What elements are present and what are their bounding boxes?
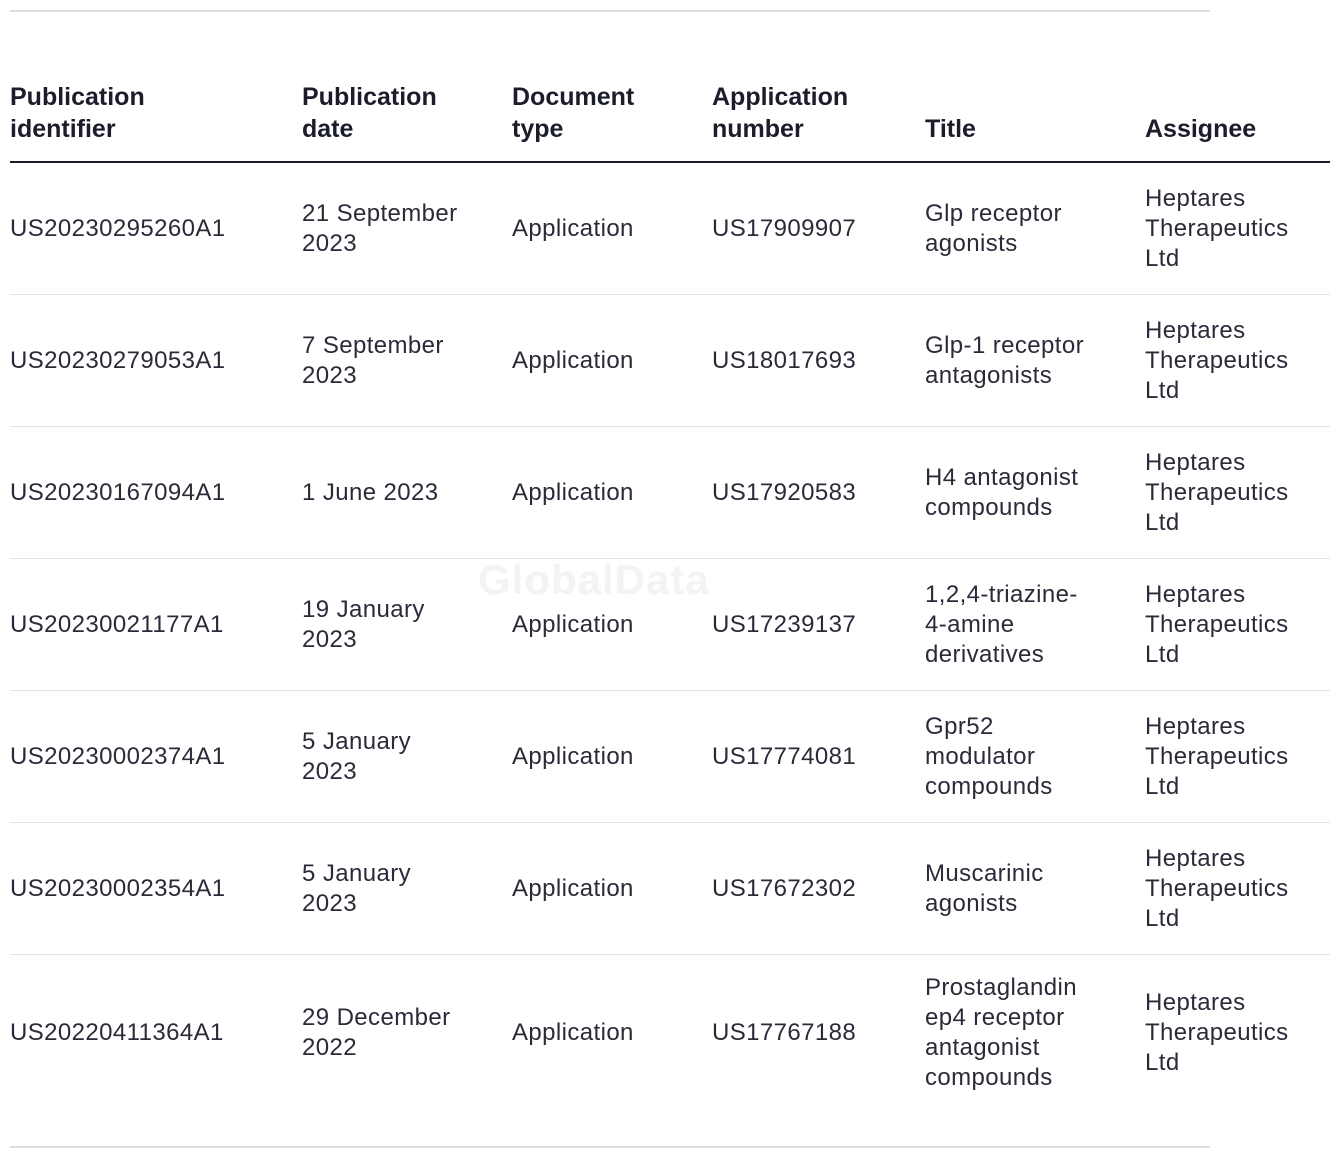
assignee-cell: Heptares Therapeutics Ltd <box>1145 295 1330 427</box>
publication-identifier-cell: US20230002354A1 <box>10 823 302 955</box>
document-type-cell: Application <box>512 295 712 427</box>
assignee-cell: Heptares Therapeutics Ltd <box>1145 559 1330 691</box>
title-cell: Glp receptor agonists <box>925 162 1145 295</box>
document-type-cell: Application <box>512 823 712 955</box>
table-row <box>10 427 1330 559</box>
title-cell: Gpr52 modulator compounds <box>925 691 1145 823</box>
publication-date-cell: 29 December 2022 <box>302 1004 451 1061</box>
column-header-title: Title <box>925 81 1145 162</box>
table-header-row <box>10 81 1330 162</box>
document-type-cell: Application <box>512 427 712 559</box>
table-row <box>10 691 1330 823</box>
column-header-assignee: Assignee <box>1145 81 1330 162</box>
publication-identifier-cell: US20230002374A1 <box>10 691 302 823</box>
publication-date-cell: 7 September 2023 <box>302 295 512 427</box>
application-number-cell: US17909907 <box>712 162 925 295</box>
publication-identifier-cell: US20220411364A1 <box>10 1019 224 1046</box>
table-row <box>10 955 1330 1112</box>
table-row <box>10 162 1330 295</box>
application-number-cell: US17672302 <box>712 823 925 955</box>
publication-date-cell: 21 September 2023 <box>302 162 512 295</box>
title-cell: Prostaglandin ep4 receptor antagonist compounds <box>925 974 1077 1091</box>
publication-identifier-cell: US20230167094A1 <box>10 427 302 559</box>
table-row <box>10 295 1330 427</box>
publication-date-cell: 19 January 2023 <box>302 559 512 691</box>
publication-date-cell: 5 January 2023 <box>302 823 512 955</box>
document-type-cell: Application <box>512 559 712 691</box>
column-header-publication-date: Publication date <box>302 81 512 162</box>
application-number-cell: US17239137 <box>712 559 925 691</box>
title-cell: Glp-1 receptor antagonists <box>925 295 1145 427</box>
watermark: GlobalData <box>478 556 710 603</box>
patents-table <box>10 81 1330 1111</box>
bottom-divider <box>10 1146 1210 1148</box>
table-row <box>10 823 1330 955</box>
column-header-publication-identifier: Publication identifier <box>10 81 302 162</box>
assignee-cell: Heptares Therapeutics Ltd <box>1145 823 1330 955</box>
title-cell: H4 antagonist compounds <box>925 427 1145 559</box>
title-cell: 1,2,4-triazine-4-amine derivatives <box>925 559 1145 691</box>
publication-identifier-cell: US20230021177A1 <box>10 559 302 691</box>
column-header-document-type: Document type <box>512 81 712 162</box>
application-number-cell: US18017693 <box>712 295 925 427</box>
assignee-cell: Heptares Therapeutics Ltd <box>1145 989 1289 1076</box>
publication-date-cell: 5 January 2023 <box>302 691 512 823</box>
assignee-cell: Heptares Therapeutics Ltd <box>1145 427 1330 559</box>
application-number-cell: US17774081 <box>712 691 925 823</box>
publication-identifier-cell: US20230279053A1 <box>10 295 302 427</box>
table-row <box>10 559 1330 691</box>
publication-date-cell: 1 June 2023 <box>302 427 512 559</box>
column-header-application-number: Application number <box>712 81 925 162</box>
document-type-cell: Application <box>512 1019 634 1046</box>
title-cell: Muscarinic agonists <box>925 823 1145 955</box>
application-number-cell: US17767188 <box>712 1019 857 1046</box>
publication-identifier-cell: US20230295260A1 <box>10 162 302 295</box>
assignee-cell: Heptares Therapeutics Ltd <box>1145 691 1330 823</box>
application-number-cell: US17920583 <box>712 427 925 559</box>
assignee-cell: Heptares Therapeutics Ltd <box>1145 162 1330 295</box>
document-type-cell: Application <box>512 162 712 295</box>
document-type-cell: Application <box>512 691 712 823</box>
